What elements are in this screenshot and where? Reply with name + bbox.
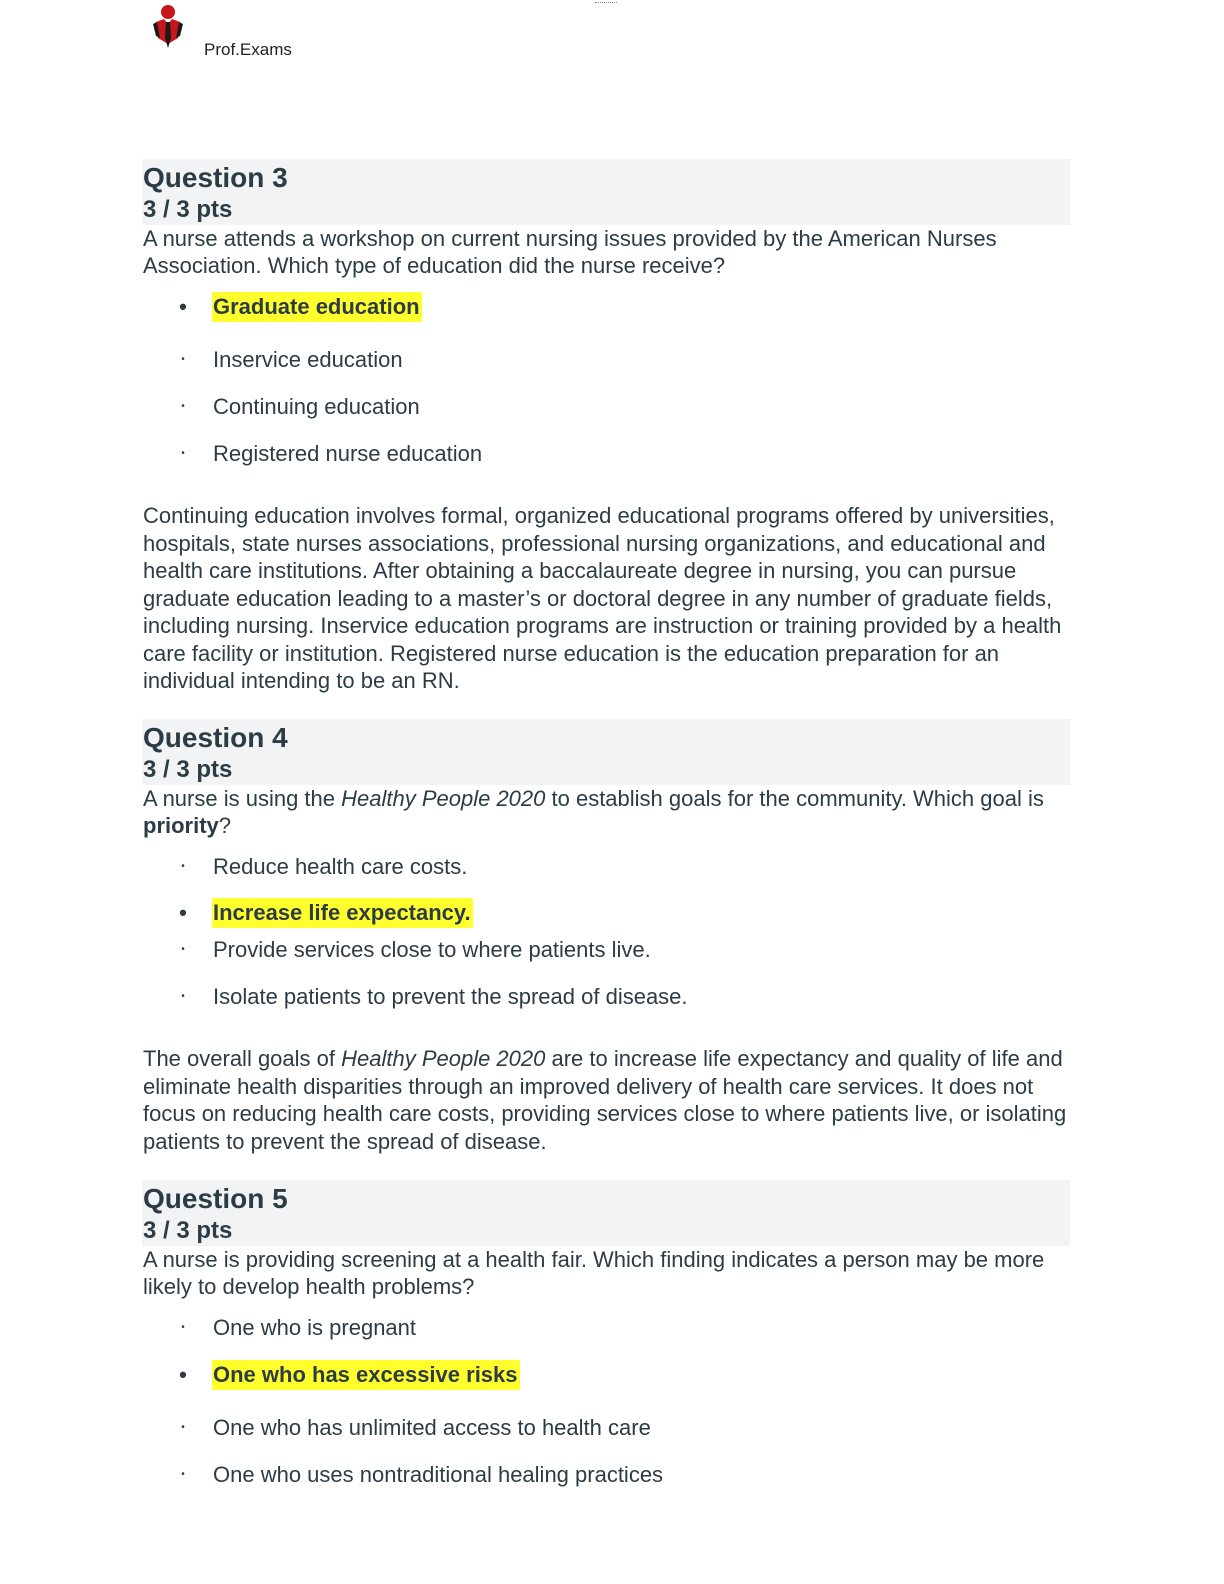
question-title: Question 5 bbox=[143, 1183, 288, 1214]
answer-explanation: The overall goals of Healthy People 2020 are to increase life expectancy and quality of life and eliminate health disparities through an improved delivery of health care services. It does not focus on reducing health care costs, providing services close to where patients live, or isolating patients to prevent the spread of disease. bbox=[143, 1046, 1067, 1154]
bullet-icon: • bbox=[181, 1469, 185, 1480]
question-4 bbox=[142, 719, 1070, 1154]
answer-label: One who has excessive risks bbox=[212, 1360, 520, 1390]
answer-label: Inservice education bbox=[213, 347, 403, 372]
question-prompt: A nurse is providing screening at a health fair. Which finding indicates a person may be more likely to develop health problems? bbox=[143, 1247, 1045, 1299]
answer-label: Isolate patients to prevent the spread of disease. bbox=[213, 984, 688, 1009]
bullet-icon: • bbox=[179, 900, 187, 925]
answer-label: One who is pregnant bbox=[213, 1315, 417, 1340]
answer-label: Graduate education bbox=[212, 292, 422, 322]
logo-icon bbox=[148, 4, 188, 50]
answer-label: Reduce health care costs. bbox=[213, 854, 468, 879]
bullet-icon: • bbox=[181, 401, 185, 412]
question-points: 3 / 3 pts bbox=[143, 196, 233, 223]
bullet-icon: • bbox=[179, 294, 187, 319]
answer-label: Increase life expectancy. bbox=[212, 898, 473, 928]
bullet-icon: • bbox=[181, 944, 185, 955]
question-header bbox=[142, 719, 1070, 785]
question-prompt: A nurse is using the Healthy People 2020 to establish goals for the community. Which goal is priority? bbox=[143, 786, 1044, 838]
bullet-icon: • bbox=[181, 448, 185, 459]
answer-explanation: Continuing education involves formal, organized educational programs offered by universities, hospitals, state nurses associations, professional nursing organizations, and educational and health care institutions. After obtaining a baccalaureate degree in nursing, you can pursue graduate education leading to a master’s or doctoral degree in any number of graduate fields, including nursing. Inservice education programs are instruction or training provided by a health care facility or institution. Registered nurse education is the education preparation for an individual intending to be an RN. bbox=[143, 503, 1062, 693]
bullet-icon: • bbox=[181, 1322, 185, 1333]
question-header bbox=[142, 1180, 1070, 1246]
question-header bbox=[142, 159, 1070, 225]
bullet-icon: • bbox=[181, 354, 185, 365]
question-prompt: A nurse attends a workshop on current nursing issues provided by the American Nurses Association. Which type of education did the nurse receive? bbox=[143, 226, 997, 278]
answer-label: Provide services close to where patients live. bbox=[213, 937, 651, 962]
answer-label: One who uses nontraditional healing practices bbox=[213, 1462, 664, 1487]
bullet-icon: • bbox=[181, 1422, 185, 1433]
answer-label: Registered nurse education bbox=[213, 441, 483, 466]
bullet-icon: • bbox=[179, 1362, 187, 1387]
answer-label: One who has unlimited access to health care bbox=[213, 1415, 651, 1440]
bullet-icon: • bbox=[181, 861, 185, 872]
question-5 bbox=[142, 1180, 1070, 1487]
bullet-icon: • bbox=[181, 991, 185, 1002]
question-points: 3 / 3 pts bbox=[143, 1217, 233, 1244]
top-page-mark bbox=[595, 0, 617, 3]
question-points: 3 / 3 pts bbox=[143, 756, 233, 783]
question-3 bbox=[142, 159, 1070, 693]
answer-label: Continuing education bbox=[213, 394, 420, 419]
brand-name: Prof.Exams bbox=[204, 40, 292, 59]
question-title: Question 3 bbox=[143, 162, 288, 193]
question-title: Question 4 bbox=[143, 722, 288, 753]
